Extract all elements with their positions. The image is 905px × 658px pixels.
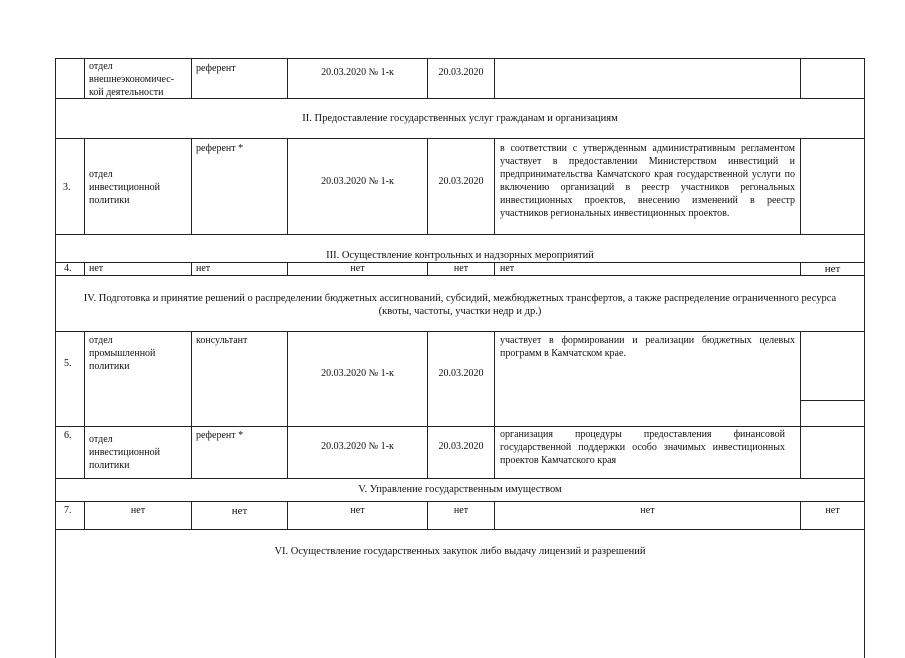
date-cell: 20.03.2020 — [438, 176, 484, 187]
department-line: инвестиционной — [89, 447, 160, 458]
rule — [800, 58, 801, 98]
rule — [494, 262, 495, 275]
rule — [864, 58, 865, 658]
position-cell: консультант — [196, 335, 248, 346]
department-line: инвестиционной — [89, 182, 160, 193]
section-heading-4: IV. Подготовка и принятие решений о распределении бюджетных ассигнований, субсидий, межбюджетных трансфертов, а также распределение ограниченного ресурса (квоты, частоты, участки недр и др.) — [83, 293, 837, 317]
rule — [494, 331, 495, 478]
duty-description: нет — [500, 263, 515, 274]
rule — [287, 331, 288, 478]
rule — [800, 400, 865, 401]
department-line: отдел — [89, 434, 113, 445]
rule — [55, 138, 865, 139]
department-cell: нет — [89, 263, 104, 274]
row-number: 5. — [64, 358, 72, 369]
rule — [494, 138, 495, 234]
order-cell: 20.03.2020 № 1-к — [321, 441, 394, 452]
rule — [55, 501, 865, 502]
department-cell: нет — [130, 505, 146, 516]
row-number: 6. — [64, 430, 72, 441]
department-line: промышленной — [89, 348, 156, 359]
rule — [84, 58, 85, 98]
row-number: 7. — [64, 505, 72, 516]
date-cell: 20.03.2020 — [438, 368, 484, 379]
department-line: кой деятельности — [89, 87, 164, 98]
duty-description: нет — [640, 505, 655, 516]
order-cell: 20.03.2020 № 1-к — [321, 368, 394, 379]
rule — [55, 98, 865, 99]
department-line: политики — [89, 460, 130, 471]
last-cell: нет — [824, 263, 841, 275]
rule — [800, 138, 801, 234]
department-line: политики — [89, 361, 130, 372]
department-cell — [89, 334, 155, 373]
department-line: политики — [89, 195, 130, 206]
duty-description: в соответствии с утвержденным административным регламентом участвует в предоставлении Министерством инвестиций и предпринимательства Камчатского края государственной услуги по включению организаций в реестр участников регональных инвестиционных проектов, внесению изменений в реестр участников региональных инвестиционных проектов. — [500, 143, 795, 219]
rule — [55, 58, 865, 59]
section-heading-3: III. Осуществление контрольных и надзорных мероприятий — [326, 250, 594, 261]
department-line: внешнеэкономичес- — [89, 74, 174, 85]
rule — [494, 58, 495, 98]
rule — [55, 58, 56, 658]
duty-description: участвует в формировании и реализации бюджетных целевых программ в Камчатском крае. — [500, 335, 795, 359]
position-cell: нет — [231, 505, 248, 517]
section-heading-5: V. Управление государственным имуществом — [358, 484, 562, 495]
rule — [55, 234, 865, 235]
position-cell: референт * — [196, 430, 244, 441]
rule — [84, 262, 85, 275]
last-cell: нет — [825, 505, 840, 516]
rule — [191, 58, 192, 98]
order-cell: нет — [350, 505, 365, 516]
department-line: отдел — [89, 169, 113, 180]
order-cell: нет — [350, 263, 365, 274]
rule — [191, 262, 192, 275]
order-cell: 20.03.2020 № 1-к — [321, 176, 394, 187]
date-cell: 20.03.2020 — [438, 441, 484, 452]
rule — [84, 331, 85, 478]
rule — [84, 138, 85, 234]
rule — [55, 275, 865, 276]
department-line: отдел — [89, 335, 113, 346]
department-cell — [89, 60, 174, 99]
position-cell: нет — [196, 263, 211, 274]
duty-description: организация процедуры предоставления финансовой государственной поддержки особо значимых инвестиционных проектов Камчатского края — [500, 429, 785, 466]
rule — [55, 426, 865, 427]
department-line: отдел — [89, 61, 113, 72]
position-cell: референт * — [196, 143, 244, 154]
section-heading-2: II. Предоставление государственных услуг гражданам и организациям — [302, 113, 618, 124]
section-heading-6: VI. Осуществление государственных закупок либо выдачу лицензий и разрешений — [274, 546, 646, 557]
date-cell: 20.03.2020 — [438, 67, 484, 78]
position-cell: референт — [196, 63, 236, 74]
rule — [55, 331, 865, 332]
date-cell: нет — [453, 505, 469, 516]
rule — [55, 478, 865, 479]
department-cell — [89, 433, 160, 472]
rule — [55, 529, 865, 530]
date-cell: нет — [453, 263, 469, 274]
row-number: 4. — [64, 263, 72, 274]
row-number: 3. — [63, 182, 71, 193]
order-cell: 20.03.2020 № 1-к — [321, 67, 394, 78]
rule — [191, 331, 192, 478]
department-cell — [89, 168, 160, 207]
rule — [191, 138, 192, 234]
rule — [800, 331, 801, 478]
rule — [427, 331, 428, 478]
